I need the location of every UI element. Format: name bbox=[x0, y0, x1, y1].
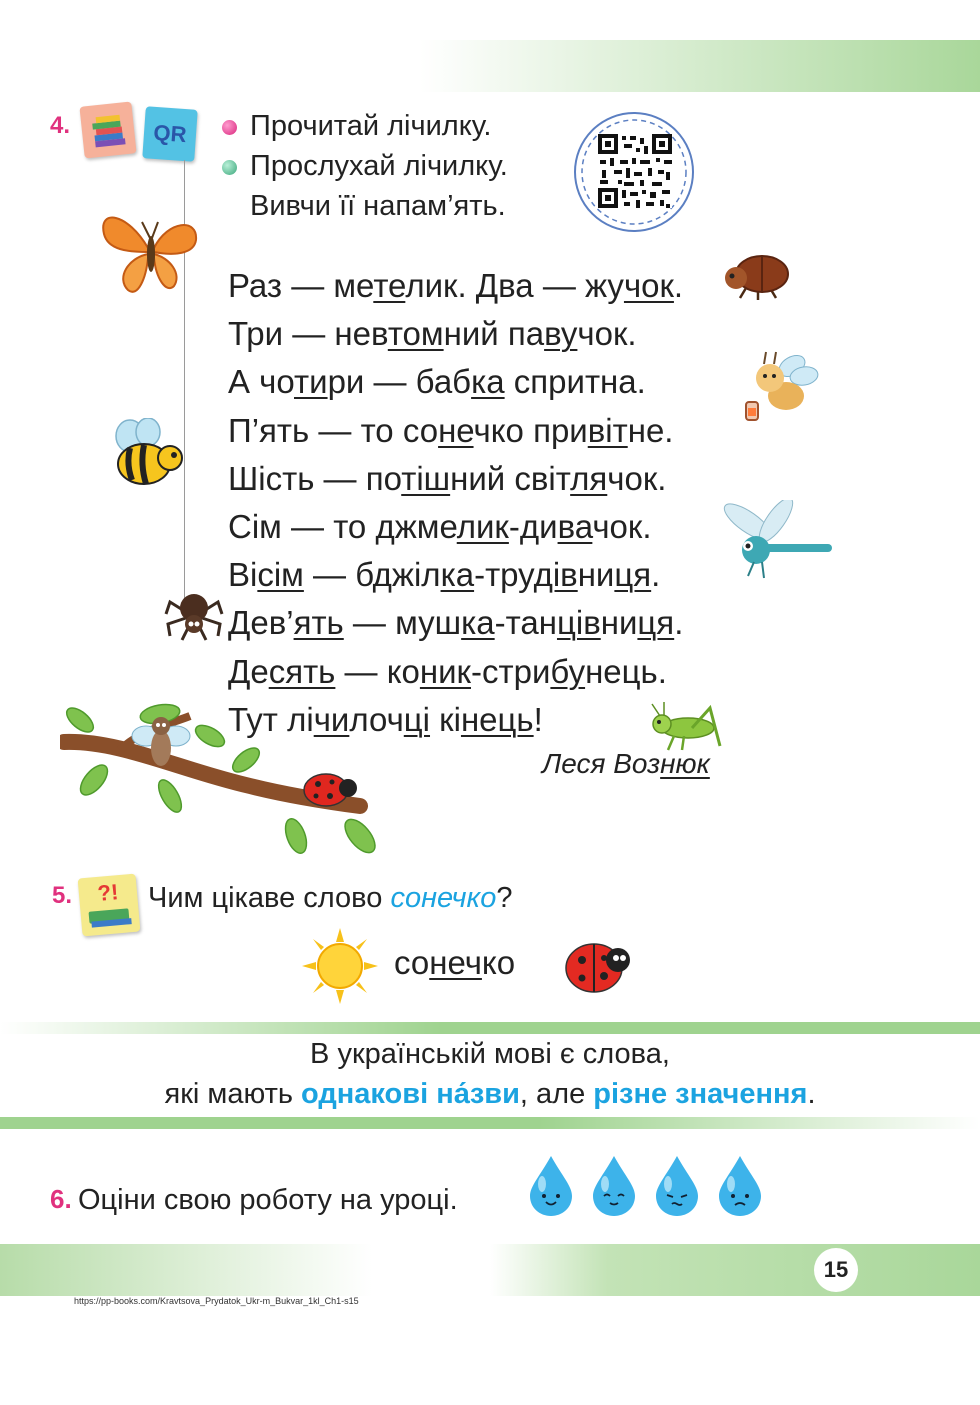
stressed-syllable: ці bbox=[403, 700, 431, 738]
poem-line bbox=[228, 551, 683, 599]
poem-text: -ди bbox=[508, 508, 558, 546]
poem-text: -тан bbox=[494, 604, 557, 642]
stressed-syllable: тіш bbox=[401, 459, 451, 497]
poem-text: не. bbox=[627, 411, 674, 449]
instruction-learn: Вивчи її напам’ять. bbox=[250, 190, 506, 222]
poem-text: -тру bbox=[474, 556, 534, 594]
stressed-syllable: віт bbox=[587, 411, 628, 449]
stressed-syllable: сім bbox=[257, 556, 304, 594]
poem-text: — муш bbox=[343, 604, 462, 642]
task-5-number: 5. bbox=[52, 882, 73, 909]
stressed-syllable: ців bbox=[556, 604, 601, 642]
poem-text: П’ять — то со bbox=[228, 411, 439, 449]
drop-happy-icon[interactable] bbox=[526, 1154, 576, 1218]
poem-line bbox=[228, 407, 683, 455]
stressed-syllable: ять bbox=[293, 604, 344, 642]
poem-text: . bbox=[636, 363, 646, 401]
stressed-syllable: том bbox=[387, 315, 444, 353]
stressed-syllable: не bbox=[438, 411, 474, 449]
stressed-syllable: ник bbox=[419, 652, 471, 690]
poem-text: . bbox=[651, 556, 661, 594]
green-bullet-icon bbox=[222, 160, 237, 175]
drop-content-icon[interactable] bbox=[589, 1154, 639, 1218]
poem-text: А чо bbox=[228, 363, 294, 401]
rule-top-band bbox=[0, 1022, 980, 1034]
poem-text: ни bbox=[577, 556, 615, 594]
instruction-read: Прочитай лічилку. bbox=[250, 110, 492, 142]
poem-text: . bbox=[673, 267, 684, 304]
task-6-text: Оцiни свою роботу на уроці. bbox=[78, 1184, 458, 1216]
stressed-syllable: ля bbox=[570, 459, 608, 497]
task-6-number: 6. bbox=[50, 1184, 72, 1214]
ladybug-big-icon bbox=[562, 936, 634, 996]
qr-sticker-label: QR bbox=[152, 119, 188, 148]
poem-text: Ві bbox=[228, 556, 258, 594]
rule-line-1: В українській мові є слова, bbox=[310, 1038, 670, 1070]
stressed-syllable: ка bbox=[461, 604, 495, 642]
poem-text: лоч bbox=[349, 700, 404, 738]
stressed-syllable: ти bbox=[294, 363, 328, 401]
stressed-syllable: чи bbox=[313, 700, 350, 738]
qr-sticker[interactable] bbox=[142, 106, 198, 162]
rule-line-2: які мають однакові на́зви, але різне значення. bbox=[164, 1078, 816, 1110]
poem-text: ни bbox=[600, 604, 638, 642]
drop-neutral-icon[interactable] bbox=[652, 1154, 702, 1218]
qr-code-icon[interactable] bbox=[572, 110, 696, 234]
stressed-syllable: ка bbox=[440, 556, 475, 594]
poem-text: Тут лі bbox=[228, 700, 314, 738]
dragonfly-icon bbox=[718, 500, 836, 584]
poem-line bbox=[228, 648, 683, 696]
rule-bottom-band bbox=[0, 1117, 980, 1129]
poem-text: ний світ bbox=[450, 459, 571, 497]
poem-line bbox=[228, 455, 683, 503]
question-sticker-label: ?! bbox=[96, 879, 120, 906]
poem-text: чок. bbox=[577, 315, 637, 353]
poem-text: кі bbox=[430, 700, 461, 738]
beetle-icon bbox=[722, 250, 790, 300]
poem-line bbox=[228, 358, 683, 406]
stressed-syllable: ця bbox=[637, 604, 675, 642]
poem-text: Раз — ме bbox=[228, 267, 374, 304]
stressed-syllable: бу bbox=[550, 652, 586, 690]
fly-icon bbox=[128, 710, 194, 776]
poem-text: чок. bbox=[592, 508, 652, 546]
poem-text: — ко bbox=[335, 652, 420, 690]
poem-text: Три — нев bbox=[228, 315, 388, 353]
poem-text: Сім — то джме bbox=[228, 508, 457, 546]
stressed-syllable: те bbox=[373, 267, 406, 304]
poem-text: спри bbox=[504, 363, 585, 401]
poem-text: Де bbox=[228, 652, 269, 690]
spider-icon bbox=[164, 584, 224, 644]
poem-line bbox=[228, 503, 683, 551]
poem-text: чок. bbox=[607, 459, 667, 497]
poem-text: лик. Два — жу bbox=[405, 267, 624, 304]
poem-line bbox=[228, 696, 683, 744]
poem-text: . bbox=[674, 604, 684, 642]
stressed-syllable: ка bbox=[471, 363, 505, 401]
poem-text: -стри bbox=[471, 652, 551, 690]
ladybug-icon bbox=[300, 766, 360, 810]
stressed-syllable: чок bbox=[623, 267, 674, 304]
stressed-syllable: ву bbox=[544, 315, 578, 353]
grasshopper-icon bbox=[648, 702, 726, 754]
butterfly-icon bbox=[98, 208, 202, 298]
poem-text: ри — баб bbox=[327, 363, 472, 401]
stressed-syllable: сять bbox=[268, 652, 336, 690]
instruction-listen: Прослухай лічилку. bbox=[250, 150, 508, 182]
poem-text: ! bbox=[533, 700, 543, 738]
question-sticker bbox=[78, 874, 141, 937]
firefly-icon bbox=[736, 346, 822, 432]
poem-line bbox=[228, 599, 683, 647]
poem-author: Леся Вознюк bbox=[542, 748, 710, 779]
poem-text: Дев’ bbox=[228, 604, 294, 642]
stressed-syllable: лик bbox=[456, 508, 509, 546]
poem-text: чко при bbox=[473, 411, 588, 449]
task-4-number: 4. bbox=[50, 112, 71, 139]
poem bbox=[228, 262, 683, 744]
page-number: 15 bbox=[814, 1248, 858, 1292]
stressed-syllable: дів bbox=[533, 556, 578, 594]
drop-sad-icon[interactable] bbox=[715, 1154, 765, 1218]
task-5-question: Чим цікаве слово сонечко? bbox=[148, 882, 513, 914]
footer-url[interactable]: https://pp-books.com/Kravtsova_Prydatok_Ukr-m_Bukvar_1kl_Ch1-s15 bbox=[74, 1296, 359, 1306]
stressed-syllable: нець bbox=[460, 700, 534, 738]
top-decorative-band bbox=[420, 40, 980, 92]
pink-bullet-icon bbox=[222, 120, 237, 135]
bee-icon bbox=[108, 418, 188, 494]
poem-text: нець. bbox=[585, 652, 667, 690]
poem-line bbox=[228, 310, 683, 358]
stressed-syllable: ва bbox=[557, 508, 593, 546]
poem-text: ний па bbox=[443, 315, 545, 353]
poem-text: Шість — по bbox=[228, 459, 402, 497]
sun-icon bbox=[302, 928, 378, 1004]
books-sticker-icon bbox=[79, 101, 136, 158]
poem-text: тна bbox=[584, 363, 637, 401]
stressed-syllable: ця bbox=[614, 556, 652, 594]
poem-line bbox=[228, 262, 683, 310]
word-sonechko: сонечко bbox=[394, 944, 516, 981]
poem-text: — бджіл bbox=[303, 556, 441, 594]
